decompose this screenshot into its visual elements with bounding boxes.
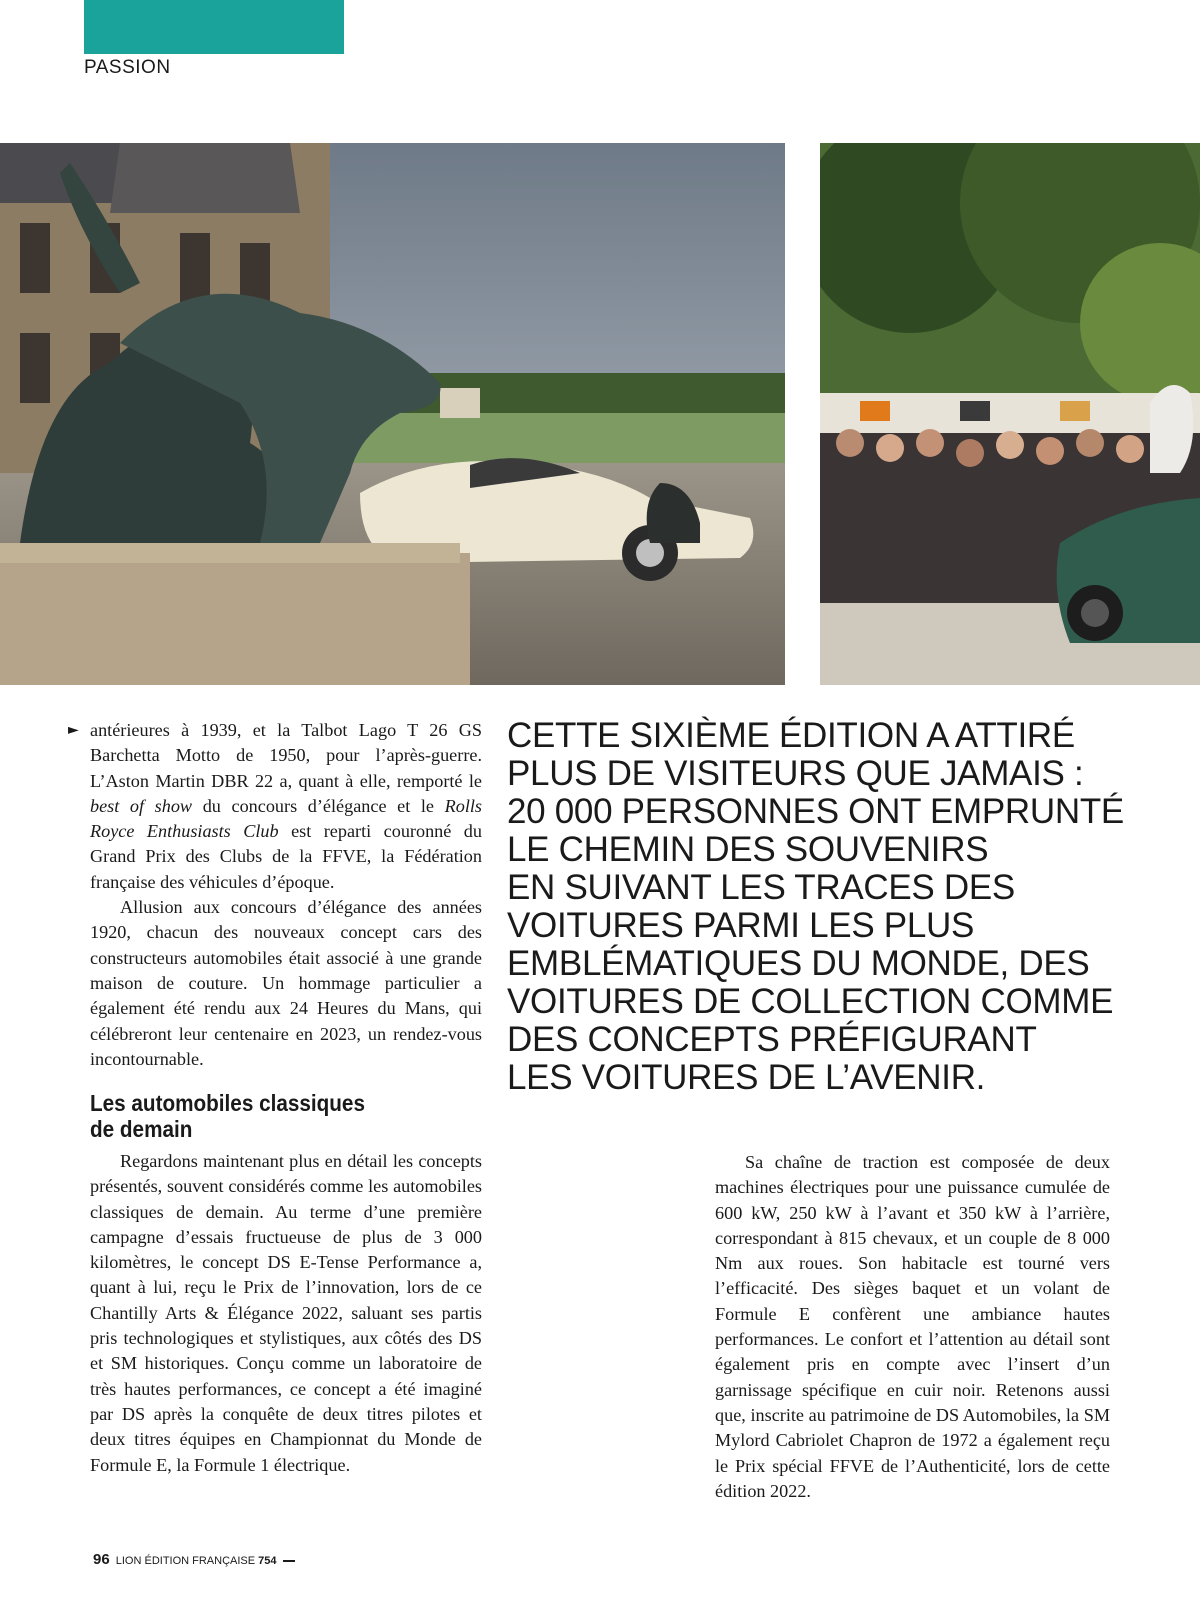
body-paragraph: Sa chaîne de traction est composée de deux machines électriques pour une puissance cumulée de 600 kW, 250 kW à l’avant et 350 kW à l’arrière, correspondant à 815 chevaux, et un couple de 8 000 Nm aux roues. Son habitacle est tourné vers l’efficacité. Des sièges baquet et un volant de Formule E confèrent une ambiance hautes performances. Le confort et l’attention au détail sont également pris en compte avec l’insert d’un garnissage spécifique en cuir noir. Retenons aussi que, inscrite au patrimoine de DS Automobiles, la SM Mylord Cabriolet Chapron de 1972 a également reçu le Prix spécial FFVE de l’Authenticité, lors de cette édition 2022.: [715, 1152, 1110, 1501]
body-paragraph: antérieures à 1939, et la Talbot Lago T 26 GS Barchetta Motto de 1950, pour l’après-guerre. L’Aston Martin DBR 22 a, quant à elle, remporté le best of show du concours d’élégance et le Rolls Royce Enthusiasts Club est reparti couronné du Grand Prix des Clubs de la FFVE, la Fédération française des véhicules d’époque.: [90, 720, 482, 892]
section-color-bar: [84, 0, 344, 54]
body-text-right: [715, 1150, 1110, 1504]
chateau-dog-statue-ferrari-photo: [0, 143, 785, 685]
page-number: 96: [93, 1551, 110, 1568]
body-text-left-2: [90, 1149, 482, 1478]
section-label: PASSION: [84, 57, 171, 78]
issue-number: 754: [258, 1555, 277, 1567]
continuation-arrow-icon: ►: [68, 722, 79, 738]
page-footer: [93, 1551, 295, 1568]
footer-rule: [283, 1560, 295, 1562]
crowd-ds-concept-photo: [820, 143, 1200, 685]
publication-name: LION ÉDITION FRANÇAISE: [115, 1555, 256, 1567]
body-text-left: [90, 718, 482, 1072]
body-paragraph: Allusion aux concours d’élégance des années 1920, chacun des nouveaux concept cars des constructeurs automobiles était associé à une grande maison de couture. Un hommage particulier a également été rendu aux 24 Heures du Mans, qui célébreront leur centenaire en 2023, un rendez-vous incontournable.: [90, 897, 482, 1069]
section-subheading: Les automobiles classiques de demain: [90, 1090, 365, 1142]
body-paragraph: Regardons maintenant plus en détail les concepts présentés, souvent considérés comme les automobiles classiques de demain. Au terme d’une première campagne d’essais fructueuse de plus de 3 000 kilomètres, le concept DS E-Tense Performance a, quant à lui, reçu le Prix de l’innovation, lors de ce Chantilly Arts & Élégance 2022, saluant ses partis pris technologiques et stylistiques, aux côtés des DS et SM historiques. Conçu comme un laboratoire de très hautes performances, ce concept a été imaginé par DS après la conquête de deux titres pilotes et deux titres équipes en Championnat du Monde de Formule E, la Formule 1 électrique.: [90, 1151, 482, 1475]
pull-quote: CETTE SIXIÈME ÉDITION A ATTIRÉ PLUS DE VISITEURS QUE JAMAIS : 20 000 PERSONNES ONT EMPRUNTÉ LE CHEMIN DES SOUVENIRS EN SUIVANT LES TRACES DES VOITURES PARMI LES PLUS EMBLÉMATIQUES DU MONDE, DES VOITURES DE COLLECTION COMME DES CONCEPTS PRÉFIGURANT LES VOITURES DE L’AVENIR.: [507, 716, 1124, 1097]
